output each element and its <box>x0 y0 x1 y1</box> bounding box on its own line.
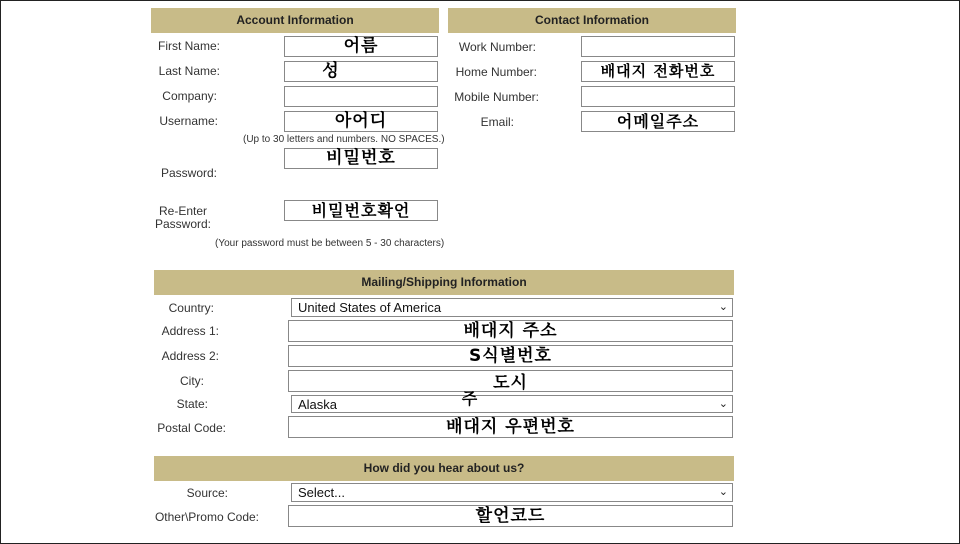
address1-overlay: 배대지 주소 <box>463 321 558 341</box>
country-select[interactable] <box>291 298 733 317</box>
reenter-password-overlay: 비밀번호확언 <box>311 201 411 220</box>
username-overlay: 아어디 <box>334 111 388 131</box>
last-name-overlay: 성 <box>322 61 340 81</box>
email-overlay: 어메일주소 <box>616 112 700 131</box>
source-select[interactable] <box>291 483 733 502</box>
address1-input[interactable] <box>288 320 733 342</box>
postal-code-overlay: 배대지 우편번호 <box>446 417 575 437</box>
country-label: Country: <box>168 301 214 315</box>
reenter-password-input[interactable] <box>284 200 438 221</box>
last-name-label: Last Name: <box>158 64 220 78</box>
account-info-header: Account Information <box>151 8 439 33</box>
city-overlay: 도시 <box>493 373 528 393</box>
company-label: Company: <box>162 89 217 103</box>
promo-code-label: Other\Promo Code: <box>154 510 259 524</box>
city-input[interactable] <box>288 370 733 392</box>
city-label: City: <box>180 374 204 388</box>
password-input[interactable] <box>284 148 438 169</box>
first-name-input[interactable] <box>284 36 438 57</box>
last-name-input[interactable] <box>284 61 438 82</box>
home-number-input[interactable] <box>581 61 735 82</box>
work-number-input[interactable] <box>581 36 735 57</box>
state-value: Alaska <box>298 397 338 412</box>
password-hint: (Your password must be between 5 - 30 characters) <box>215 238 445 249</box>
state-select[interactable] <box>291 395 733 413</box>
home-number-overlay: 배대지 전화번호 <box>600 62 716 80</box>
username-hint: (Up to 30 letters and numbers. NO SPACES.) <box>243 134 445 145</box>
password-overlay: 비밀번호 <box>326 148 396 168</box>
mobile-number-label: Mobile Number: <box>454 90 539 104</box>
company-input[interactable] <box>284 86 438 107</box>
promo-code-input[interactable] <box>288 505 733 527</box>
chevron-down-icon: ⌄ <box>718 301 728 313</box>
country-value: United States of America <box>298 300 442 315</box>
postal-code-label: Postal Code: <box>157 421 226 435</box>
first-name-label: First Name: <box>157 39 220 53</box>
source-value: Select... <box>298 485 345 500</box>
email-input[interactable] <box>581 111 735 132</box>
work-number-label: Work Number: <box>458 40 536 54</box>
contact-info-header: Contact Information <box>448 8 736 33</box>
address2-overlay: S식별번호 <box>469 346 552 366</box>
chevron-down-icon: ⌄ <box>718 398 728 410</box>
home-number-label: Home Number: <box>455 65 537 79</box>
password-label: Password: <box>160 166 217 180</box>
username-label: Username: <box>159 114 218 128</box>
address2-input[interactable] <box>288 345 733 367</box>
hear-about-header: How did you hear about us? <box>154 456 734 481</box>
promo-code-overlay: 할언코드 <box>475 506 546 526</box>
state-overlay: 주 <box>461 389 479 408</box>
reenter-label-line1: Re-Enter <box>158 204 208 218</box>
postal-code-input[interactable] <box>288 416 733 438</box>
state-label: State: <box>176 397 208 411</box>
reenter-label-line2: Password: <box>154 217 212 231</box>
email-label: Email: <box>480 115 514 129</box>
reenter-password-label <box>150 205 216 231</box>
address2-label: Address 2: <box>161 349 219 363</box>
mailing-info-header: Mailing/Shipping Information <box>154 270 734 295</box>
username-input[interactable] <box>284 111 438 132</box>
chevron-down-icon: ⌄ <box>718 486 728 498</box>
mobile-number-input[interactable] <box>581 86 735 107</box>
source-label: Source: <box>186 486 228 500</box>
first-name-overlay: 어름 <box>343 36 379 56</box>
address1-label: Address 1: <box>161 324 219 338</box>
